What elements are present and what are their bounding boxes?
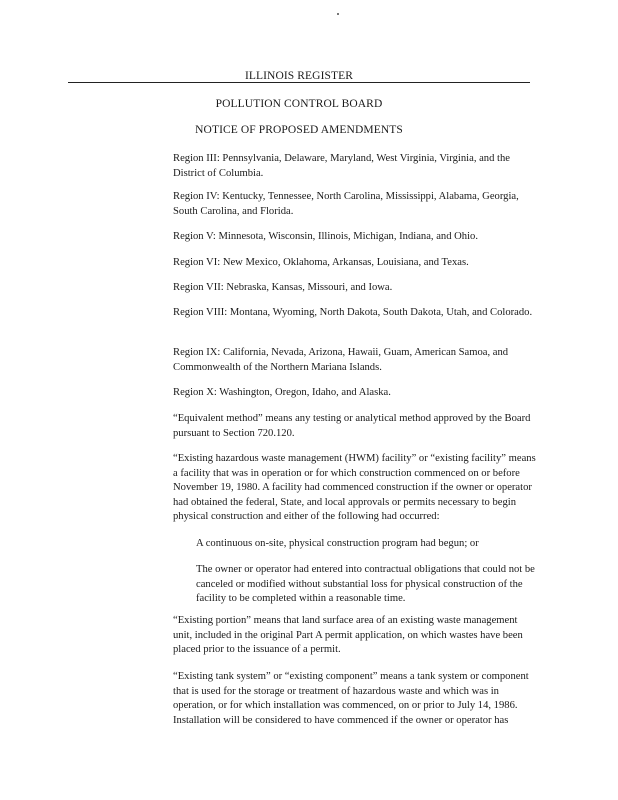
region-ix: Region IX: California, Nevada, Arizona, Hawaii, Guam, American Samoa, and Commonwealth of the Northern Mariana Islands. bbox=[173, 347, 509, 373]
region-vi: Region VI: New Mexico, Oklahoma, Arkansas, Louisiana, and Texas. bbox=[173, 257, 469, 268]
region-v: Region V: Minnesota, Wisconsin, Illinois, Michigan, Indiana, and Ohio. bbox=[173, 231, 478, 242]
notice-title: NOTICE OF PROPOSED AMENDMENTS bbox=[195, 124, 403, 136]
scan-speck bbox=[337, 13, 339, 15]
definition-existing-hwm-condition-a: A continuous on-site, physical construction program had begun; or bbox=[196, 538, 479, 549]
region-iii: Region III: Pennsylvania, Delaware, Maryland, West Virginia, Virginia, and the District of Columbia. bbox=[173, 153, 510, 179]
header-rule bbox=[68, 82, 530, 83]
region-vii: Region VII: Nebraska, Kansas, Missouri, and Iowa. bbox=[173, 282, 393, 293]
definition-existing-tank-system: “Existing tank system” or “existing component” means a tank system or component that is used for the storage or treatment of hazardous waste and which was in operation, or for which installation was commenced, on or prior to July 14, 1986. Installation will be considered to have commenced if the owner or operator has bbox=[173, 671, 529, 726]
definition-equivalent-method: “Equivalent method” means any testing or analytical method approved by the Board pursuant to Section 720.120. bbox=[173, 413, 531, 439]
region-iv: Region IV: Kentucky, Tennessee, North Carolina, Mississippi, Alabama, Georgia, South Carolina, and Florida. bbox=[173, 191, 519, 217]
region-viii: Region VIII: Montana, Wyoming, North Dakota, South Dakota, Utah, and Colorado. bbox=[173, 307, 533, 318]
board-title: POLLUTION CONTROL BOARD bbox=[215, 98, 383, 110]
definition-existing-hwm-condition-b: The owner or operator had entered into contractual obligations that could not be canceled or modified without substantial loss for physical construction of the facility to be completed within a reasonable time. bbox=[196, 564, 535, 605]
region-x: Region X: Washington, Oregon, Idaho, and Alaska. bbox=[173, 387, 391, 398]
register-title: ILLINOIS REGISTER bbox=[244, 70, 354, 82]
definition-existing-portion: “Existing portion” means that land surface area of an existing waste management unit, included in the original Part A permit application, on which wastes have been placed prior to the issuance of a permit. bbox=[173, 615, 523, 656]
definition-existing-hwm-facility: “Existing hazardous waste management (HWM) facility” or “existing facility” means a facility that was in operation or for which construction commenced on or before November 19, 1980. A facility had commenced construction if the owner or operator had obtained the federal, State, and local approvals or permits necessary to begin physical construction and either of the following had occurred: bbox=[173, 453, 536, 523]
